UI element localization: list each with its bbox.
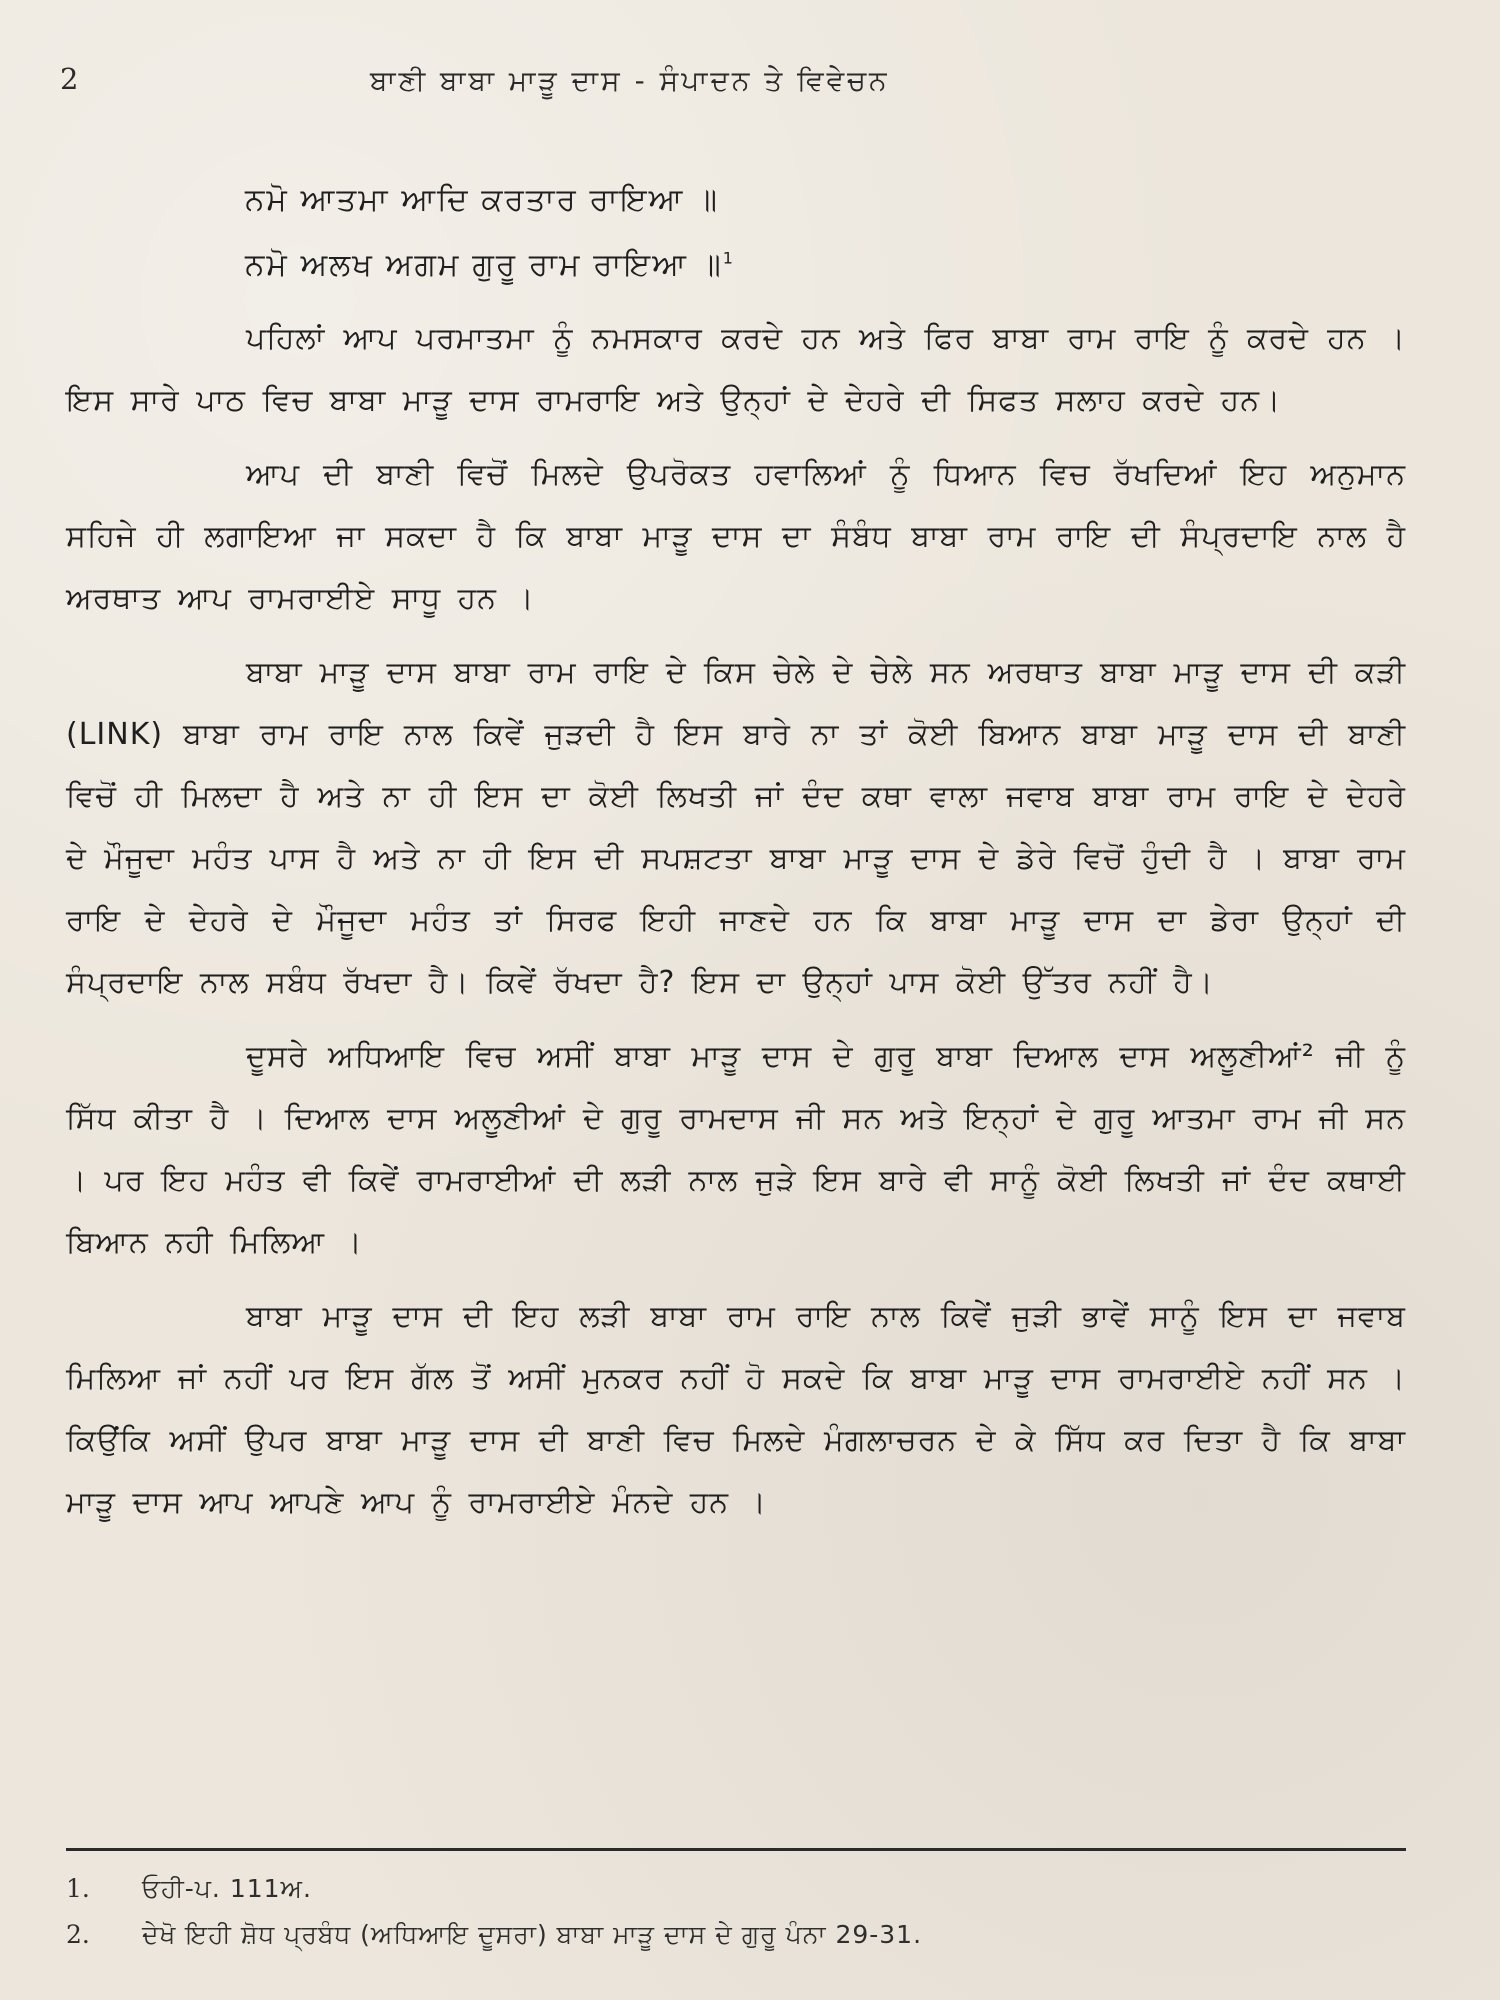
paragraph: ਦੂਸਰੇ ਅਧਿਆਇ ਵਿਚ ਅਸੀਂ ਬਾਬਾ ਮਾੜੂ ਦਾਸ ਦੇ ਗੁਰੂ ਬਾਬਾ ਦਿਆਲ ਦਾਸ ਅਲੂਣੀਆਂ² ਜੀ ਨੂੰ ਸਿੱਧ ਕੀਤਾ ਹੈ । ਦਿਆਲ ਦਾਸ ਅਲੂਣੀਆਂ ਦੇ ਗੁਰੂ ਰਾਮਦਾਸ ਜੀ ਸਨ ਅਤੇ ਇਨ੍ਹਾਂ ਦੇ ਗੁਰੂ ਆਤਮਾ ਰਾਮ ਜੀ ਸਨ । ਪਰ ਇਹ ਮਹੰਤ ਵੀ ਕਿਵੇਂ ਰਾਮਰਾਈਆਂ ਦੀ ਲੜੀ ਨਾਲ ਜੁੜੇ ਇਸ ਬਾਰੇ ਵੀ ਸਾਨੂੰ ਕੋਈ ਲਿਖਤੀ ਜਾਂ ਦੰਦ ਕਥਾਈ ਬਿਆਨ ਨਹੀ ਮਿਲਿਆ । <box>66 1039 1406 1260</box>
running-title: ਬਾਣੀ ਬਾਬਾ ਮਾੜੂ ਦਾਸ - ਸੰਪਾਦਨ ਤੇ ਵਿਵੇਚਨ <box>370 64 890 97</box>
paragraph: ਬਾਬਾ ਮਾੜੂ ਦਾਸ ਬਾਬਾ ਰਾਮ ਰਾਇ ਦੇ ਕਿਸ ਚੇਲੇ ਦੇ ਚੇਲੇ ਸਨ ਅਰਥਾਤ ਬਾਬਾ ਮਾੜੂ ਦਾਸ ਦੀ ਕੜੀ (LINK) ਬਾਬਾ ਰਾਮ ਰਾਇ ਨਾਲ ਕਿਵੇਂ ਜੁੜਦੀ ਹੈ ਇਸ ਬਾਰੇ ਨਾ ਤਾਂ ਕੋਈ ਬਿਆਨ ਬਾਬਾ ਮਾੜੂ ਦਾਸ ਦੀ ਬਾਣੀ ਵਿਚੋਂ ਹੀ ਮਿਲਦਾ ਹੈ ਅਤੇ ਨਾ ਹੀ ਇਸ ਦਾ ਕੋਈ ਲਿਖਤੀ ਜਾਂ ਦੰਦ ਕਥਾ ਵਾਲਾ ਜਵਾਬ ਬਾਬਾ ਰਾਮ ਰਾਇ ਦੇ ਦੇਹਰੇ ਦੇ ਮੌਜੂਦਾ ਮਹੰਤ ਪਾਸ ਹੈ ਅਤੇ ਨਾ ਹੀ ਇਸ ਦੀ ਸਪਸ਼ਟਤਾ ਬਾਬਾ ਮਾੜੂ ਦਾਸ ਦੇ ਡੇਰੇ ਵਿਚੋਂ ਹੁੰਦੀ ਹੈ । ਬਾਬਾ ਰਾਮ ਰਾਇ ਦੇ ਦੇਹਰੇ ਦੇ ਮੌਜੂਦਾ ਮਹੰਤ ਤਾਂ ਸਿਰਫ ਇਹੀ ਜਾਣਦੇ ਹਨ ਕਿ ਬਾਬਾ ਮਾੜੂ ਦਾਸ ਦਾ ਡੇਰਾ ਉਨ੍ਹਾਂ ਦੀ ਸੰਪ੍ਰਦਾਇ ਨਾਲ ਸਬੰਧ ਰੱਖਦਾ ਹੈ। ਕਿਵੇਂ ਰੱਖਦਾ ਹੈ? ਇਸ ਦਾ ਉਨ੍ਹਾਂ ਪਾਸ ਕੋਈ ਉੱਤਰ ਨਹੀਂ ਹੈ। <box>66 655 1406 1000</box>
footnote <box>66 1912 1406 1958</box>
verse-text: ਨਮੋ ਅਲਖ ਅਗਮ ਗੁਰੂ ਰਾਮ ਰਾਇਆ ॥ <box>245 247 723 283</box>
body-text <box>66 308 1406 1534</box>
footnote-number: 2. <box>66 1920 90 1949</box>
footnote <box>66 1866 1406 1912</box>
running-head <box>60 62 1410 102</box>
footnotes <box>66 1866 1406 1958</box>
footnote-text: ਓਹੀ-ਪ. 111ਅ. <box>142 1874 312 1903</box>
footnote-text: ਦੇਖੋ ਇਹੀ ਸ਼ੋਧ ਪ੍ਰਬੰਧ (ਅਧਿਆਇ ਦੂਸਰਾ) ਬਾਬਾ ਮਾੜੂ ਦਾਸ ਦੇ ਗੁਰੂ ਪੰਨਾ 29-31. <box>142 1920 923 1949</box>
footnote-number: 1. <box>66 1874 90 1903</box>
verse-text: ਨਮੋ ਆਤਮਾ ਆਦਿ ਕਰਤਾਰ ਰਾਇਆ ॥ <box>245 182 720 218</box>
verse-line-1 <box>245 182 719 219</box>
paragraph: ਪਹਿਲਾਂ ਆਪ ਪਰਮਾਤਮਾ ਨੂੰ ਨਮਸਕਾਰ ਕਰਦੇ ਹਨ ਅਤੇ ਫਿਰ ਬਾਬਾ ਰਾਮ ਰਾਇ ਨੂੰ ਕਰਦੇ ਹਨ । ਇਸ ਸਾਰੇ ਪਾਠ ਵਿਚ ਬਾਬਾ ਮਾੜੂ ਦਾਸ ਰਾਮਰਾਇ ਅਤੇ ਉਨ੍ਹਾਂ ਦੇ ਦੇਹਰੇ ਦੀ ਸਿਫਤ ਸਲਾਹ ਕਰਦੇ ਹਨ। <box>66 321 1406 418</box>
footnote-marker: 1 <box>722 248 733 268</box>
paragraph: ਬਾਬਾ ਮਾੜੂ ਦਾਸ ਦੀ ਇਹ ਲੜੀ ਬਾਬਾ ਰਾਮ ਰਾਇ ਨਾਲ ਕਿਵੇਂ ਜੁੜੀ ਭਾਵੇਂ ਸਾਨੂੰ ਇਸ ਦਾ ਜਵਾਬ ਮਿਲਿਆ ਜਾਂ ਨਹੀਂ ਪਰ ਇਸ ਗੱਲ ਤੋਂ ਅਸੀਂ ਮੁਨਕਰ ਨਹੀਂ ਹੋ ਸਕਦੇ ਕਿ ਬਾਬਾ ਮਾੜੂ ਦਾਸ ਰਾਮਰਾਈਏ ਨਹੀਂ ਸਨ । ਕਿਉਂਕਿ ਅਸੀਂ ਉਪਰ ਬਾਬਾ ਮਾੜੂ ਦਾਸ ਦੀ ਬਾਣੀ ਵਿਚ ਮਿਲਦੇ ਮੰਗਲਾਚਰਨ ਦੇ ਕੇ ਸਿੱਧ ਕਰ ਦਿਤਾ ਹੈ ਕਿ ਬਾਬਾ ਮਾੜੂ ਦਾਸ ਆਪ ਆਪਣੇ ਆਪ ਨੂੰ ਰਾਮਰਾਈਏ ਮੰਨਦੇ ਹਨ । <box>66 1299 1406 1520</box>
page-number: 2 <box>60 62 79 96</box>
footnote-divider <box>66 1848 1406 1851</box>
verse-line-2 <box>245 247 733 284</box>
paragraph: ਆਪ ਦੀ ਬਾਣੀ ਵਿਚੋਂ ਮਿਲਦੇ ਉਪਰੋਕਤ ਹਵਾਲਿਆਂ ਨੂੰ ਧਿਆਨ ਵਿਚ ਰੱਖਦਿਆਂ ਇਹ ਅਨੁਮਾਨ ਸਹਿਜੇ ਹੀ ਲਗਾਇਆ ਜਾ ਸਕਦਾ ਹੈ ਕਿ ਬਾਬਾ ਮਾੜੂ ਦਾਸ ਦਾ ਸੰਬੰਧ ਬਾਬਾ ਰਾਮ ਰਾਇ ਦੀ ਸੰਪ੍ਰਦਾਇ ਨਾਲ ਹੈ ਅਰਥਾਤ ਆਪ ਰਾਮਰਾਈਏ ਸਾਧੂ ਹਨ । <box>66 457 1406 616</box>
